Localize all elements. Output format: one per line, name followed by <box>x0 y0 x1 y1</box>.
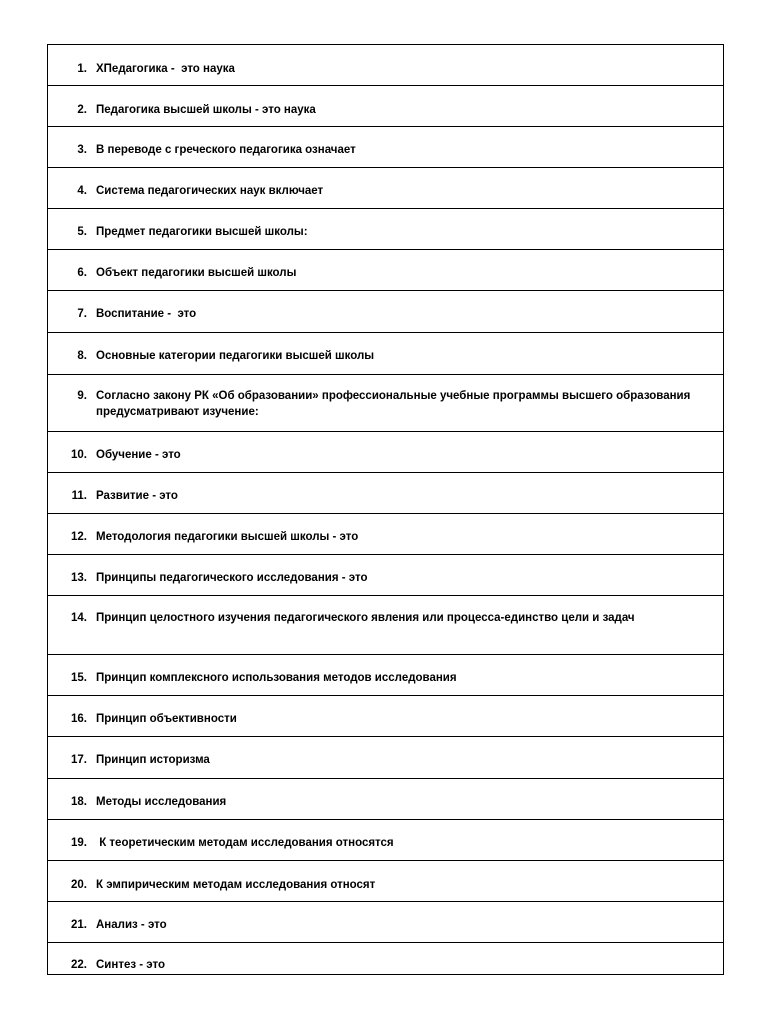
question-row-17 <box>48 737 723 779</box>
question-text: Принцип комплексного использования методов исследования <box>96 672 457 684</box>
question-number: 12. <box>71 531 87 543</box>
question-number: 10. <box>71 449 87 461</box>
question-row-14 <box>48 596 723 655</box>
question-row-15 <box>48 655 723 696</box>
question-text: Синтез - это <box>96 959 165 971</box>
question-number: 7. <box>77 308 87 320</box>
question-text: Основные категории педагогики высшей школы <box>96 350 375 362</box>
question-text: Принцип объективности <box>96 713 237 725</box>
question-row-21 <box>48 902 723 943</box>
question-text: Предмет педагогики высшей школы: <box>96 226 308 238</box>
question-row-3 <box>48 127 723 168</box>
question-row-13 <box>48 555 723 596</box>
question-number: 8. <box>77 350 87 362</box>
question-number: 9. <box>77 390 87 402</box>
question-number: 19. <box>71 837 87 849</box>
question-number: 2. <box>77 104 87 116</box>
question-text: ХПедагогика - это наука <box>96 63 235 75</box>
question-text: Принципы педагогического исследования - это <box>96 572 368 584</box>
question-number: 17. <box>71 754 87 766</box>
question-text: Обучение - это <box>96 449 181 461</box>
question-row-11 <box>48 473 723 514</box>
question-row-16 <box>48 696 723 737</box>
question-number: 1. <box>77 63 87 75</box>
question-number: 22. <box>71 959 87 971</box>
question-row-5 <box>48 209 723 250</box>
question-text: В переводе с греческого педагогика означает <box>96 144 356 156</box>
question-text: Анализ - это <box>96 919 167 931</box>
question-row-7 <box>48 291 723 333</box>
question-number: 11. <box>71 490 87 502</box>
question-text: Согласно закону РК «Об образовании» профессиональные учебные программы высшего образования предусматривают изучение: <box>96 390 694 418</box>
question-row-12 <box>48 514 723 555</box>
question-number: 14. <box>71 612 87 624</box>
question-row-20 <box>48 861 723 902</box>
question-row-9 <box>48 375 723 432</box>
question-row-18 <box>48 779 723 820</box>
question-text: Принцип историзма <box>96 754 210 766</box>
question-text: Развитие - это <box>96 490 178 502</box>
question-number: 21. <box>71 919 87 931</box>
question-text: Педагогика высшей школы - это наука <box>96 104 316 116</box>
question-number: 4. <box>77 185 87 197</box>
question-text: Методология педагогики высшей школы - это <box>96 531 359 543</box>
question-row-4 <box>48 168 723 209</box>
question-text: К эмпирическим методам исследования относят <box>96 879 376 891</box>
question-row-8 <box>48 333 723 375</box>
question-text: К теоретическим методам исследования относятся <box>96 837 394 849</box>
question-text: Система педагогических наук включает <box>96 185 324 197</box>
question-row-22 <box>48 943 723 974</box>
question-row-10 <box>48 432 723 473</box>
question-number: 20. <box>71 879 87 891</box>
question-text: Методы исследования <box>96 796 227 808</box>
question-row-6 <box>48 250 723 291</box>
question-text: Воспитание - это <box>96 308 197 320</box>
question-row-19 <box>48 820 723 861</box>
question-text: Объект педагогики высшей школы <box>96 267 297 279</box>
question-text: Принцип целостного изучения педагогического явления или процесса-единство цели и задач <box>96 612 635 624</box>
questions-table <box>47 44 724 975</box>
question-number: 15. <box>71 672 87 684</box>
question-number: 6. <box>77 267 87 279</box>
question-number: 18. <box>71 796 87 808</box>
question-number: 5. <box>77 226 87 238</box>
question-number: 16. <box>71 713 87 725</box>
question-number: 3. <box>77 144 87 156</box>
question-number: 13. <box>71 572 87 584</box>
question-row-2 <box>48 86 723 127</box>
question-row-1 <box>48 45 723 86</box>
